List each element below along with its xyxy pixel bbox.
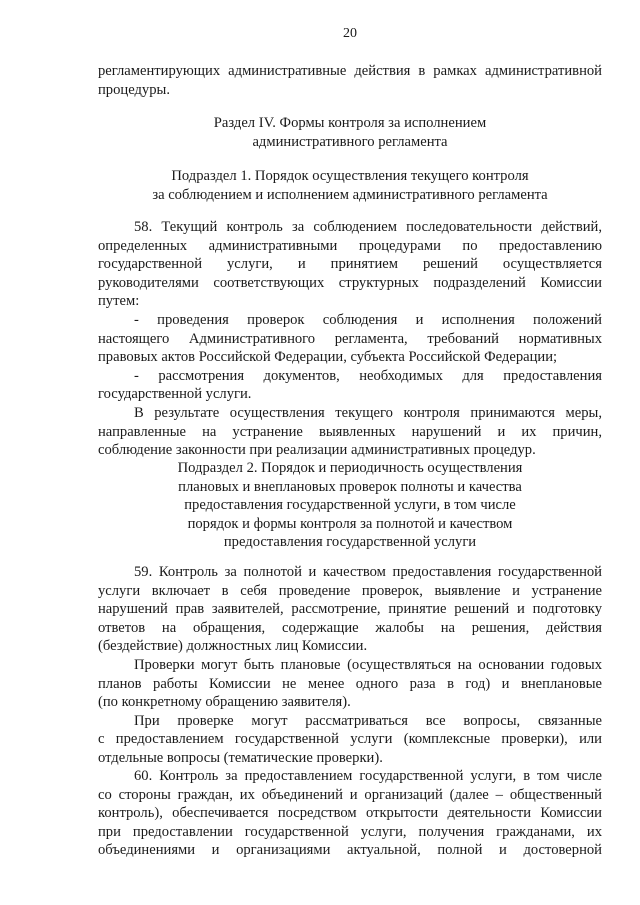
- paragraph-59: [98, 563, 602, 768]
- text-line: 60. Контроль за предоставлением государственной услуги, в том числе: [134, 768, 602, 784]
- text-line: регламентирующих административные действия в рамках административной: [98, 63, 602, 79]
- page-number: 20: [343, 26, 357, 41]
- text-line: процедуры.: [98, 81, 170, 98]
- heading-line: предоставления государственной услуги: [223, 534, 477, 551]
- text-line: определенных административными процедурами по предоставлению: [98, 237, 602, 254]
- paragraph-60: [98, 767, 602, 860]
- heading-line: Раздел IV. Формы контроля за исполнением: [213, 115, 487, 131]
- text-line: государственной услуги, и принятием решений осуществляется: [98, 256, 602, 273]
- heading-line: административного регламента: [252, 133, 448, 150]
- text-line: 58. Текущий контроль за соблюдением последовательности действий,: [134, 219, 602, 235]
- heading-line: предоставления государственной услуги, в том числе: [184, 497, 516, 514]
- text-line: планов работы Комиссии не менее одного раза в год) и внеплановые: [98, 675, 602, 692]
- text-line: Проверки могут быть плановые (осуществляться на основании годовых: [134, 656, 602, 673]
- text-line: правовых актов Российской Федерации, субъекта Российской Федерации;: [98, 349, 558, 366]
- text-line: соблюдение законности при реализации административных процедур.: [98, 442, 536, 459]
- list-item-line: - проведения проверок соблюдения и исполнения положений: [134, 311, 602, 328]
- subsection-heading: [98, 459, 602, 552]
- subsection-heading: [98, 167, 602, 204]
- text-line: ответов на обращения, содержащие жалобы на решения, действия: [98, 619, 602, 636]
- text-line: В результате осуществления текущего контроля принимаются меры,: [134, 404, 602, 421]
- text-line: отдельные вопросы (тематические проверки).: [98, 749, 383, 766]
- text-line: услуги включает в себя проведение проверок, выявление и устранение: [98, 582, 602, 599]
- text-line: с предоставлением государственной услуги (комплексные проверки), или: [98, 731, 602, 748]
- text-line: объединениями и организациями актуальной, полной и достоверной: [98, 842, 602, 859]
- heading-line: за соблюдением и исполнением административного регламента: [152, 186, 548, 203]
- section-heading: [98, 114, 602, 151]
- heading-line: плановых и внеплановых проверок полноты и качества: [178, 478, 522, 495]
- text-line: (бездействие) должностных лиц Комиссии.: [98, 638, 368, 655]
- text-line: настоящего Административного регламента, требований нормативных: [98, 330, 602, 347]
- heading-line: порядок и формы контроля за полнотой и качеством: [187, 515, 513, 532]
- text-line: При проверке могут рассматриваться все вопросы, связанные: [134, 712, 602, 729]
- text-line: нарушений прав заявителей, рассмотрение, принятие решений и подготовку: [98, 601, 602, 618]
- text-line: путем:: [98, 293, 140, 310]
- text-line: (по конкретному обращению заявителя).: [98, 694, 351, 711]
- text-line: со стороны граждан, их объединений и организаций (далее – общественный: [98, 786, 602, 803]
- text-line: 59. Контроль за полнотой и качеством предоставления государственной: [134, 564, 602, 580]
- intro-paragraph: [98, 62, 602, 99]
- paragraph-58: [98, 218, 602, 460]
- heading-line: Подраздел 2. Порядок и периодичность осуществления: [177, 460, 523, 476]
- text-line: направленные на устранение выявленных нарушений и их причин,: [98, 423, 602, 440]
- text-line: руководителями соответствующих структурных подразделений Комиссии: [98, 274, 602, 291]
- text-line: контроль), обеспечивается посредством открытости деятельности Комиссии: [98, 805, 602, 822]
- heading-line: Подраздел 1. Порядок осуществления текущего контроля: [171, 168, 529, 184]
- text-line: при предоставлении государственной услуги, получения гражданами, их: [98, 823, 602, 840]
- list-item-line: - рассмотрения документов, необходимых для предоставления: [134, 367, 602, 384]
- text-line: государственной услуги.: [98, 386, 252, 403]
